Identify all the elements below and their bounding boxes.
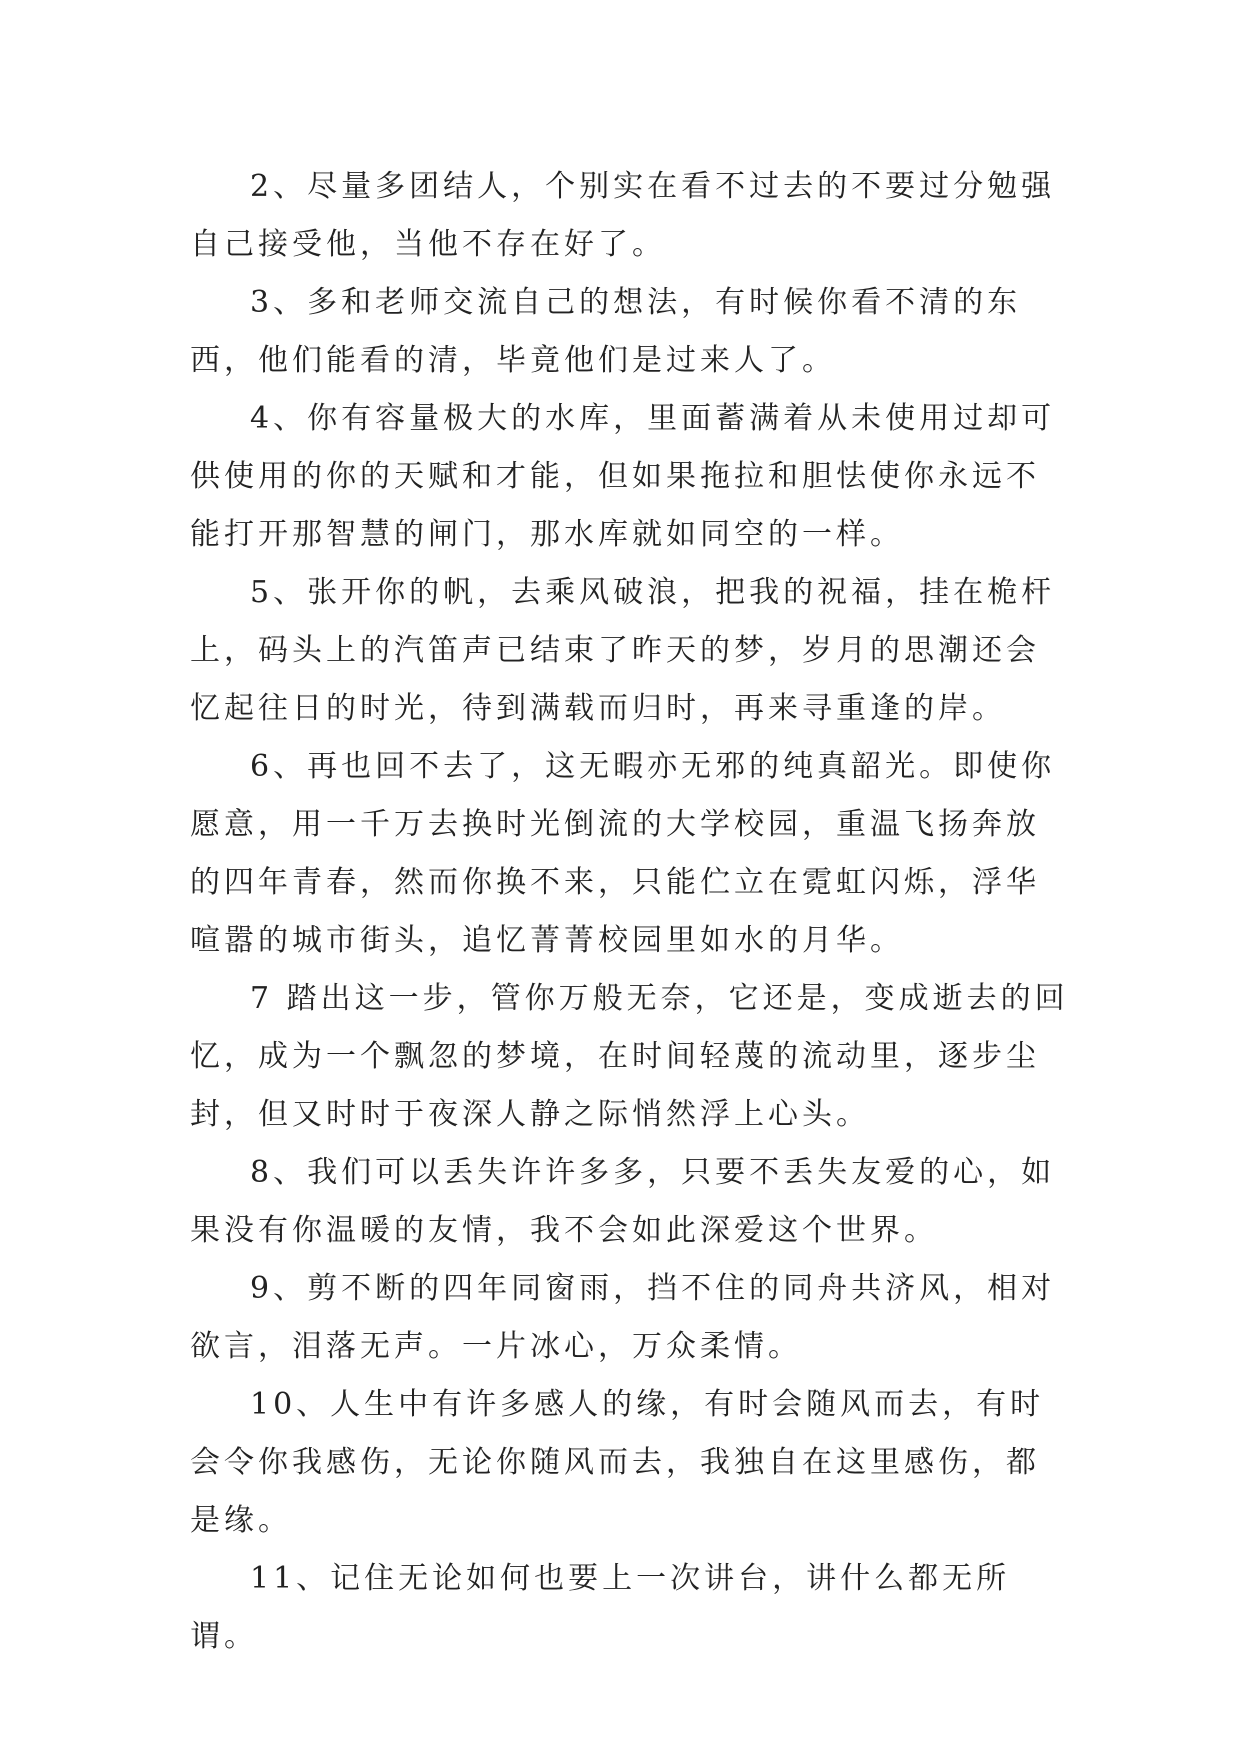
paragraph-11: 11、记住无论如何也要上一次讲台，讲什么都无所谓。 — [190, 1561, 1011, 1654]
paragraph-10: 10、人生中有许多感人的缘，有时会随风而去，有时会令你我感伤，无论你随风而去，我独自在这里感伤，都是缘。 — [190, 1387, 1045, 1538]
paragraph-8: 8、我们可以丢失许许多多，只要不丢失友爱的心，如果没有你温暖的友情，我不会如此深爱这个世界。 — [190, 1155, 1056, 1248]
paragraph-3: 3、多和老师交流自己的想法，有时候你看不清的东西，他们能看的清，毕竟他们是过来人了。 — [190, 285, 1022, 378]
paragraph-9: 9、剪不断的四年同窗雨，挡不住的同舟共济风，相对欲言，泪落无声。一片冰心，万众柔情。 — [190, 1271, 1056, 1364]
document-body — [190, 158, 1070, 1666]
paragraph-2: 2、尽量多团结人，个别实在看不过去的不要过分勉强自己接受他，当他不存在好了。 — [190, 169, 1056, 262]
paragraph-7: 7 踏出这一步，管你万般无奈，它还是，变成逝去的回忆，成为一个飘忽的梦境，在时间轻蔑的流动里，逐步尘封，但又时时于夜深人静之际悄然浮上心头。 — [190, 981, 1069, 1132]
paragraph-6: 6、再也回不去了，这无暇亦无邪的纯真韶光。即使你愿意，用一千万去换时光倒流的大学校园，重温飞扬奔放的四年青春，然而你换不来，只能伫立在霓虹闪烁，浮华喧嚣的城市街头，追忆菁菁校园里如水的月华。 — [190, 749, 1056, 958]
paragraph-5: 5、张开你的帆，去乘风破浪，把我的祝福，挂在桅杆上，码头上的汽笛声已结束了昨天的梦，岁月的思潮还会忆起往日的时光，待到满载而归时，再来寻重逢的岸。 — [190, 575, 1056, 726]
paragraph-4: 4、你有容量极大的水库，里面蓄满着从未使用过却可供使用的你的天赋和才能，但如果拖拉和胆怯使你永远不能打开那智慧的闸门，那水库就如同空的一样。 — [190, 401, 1056, 552]
